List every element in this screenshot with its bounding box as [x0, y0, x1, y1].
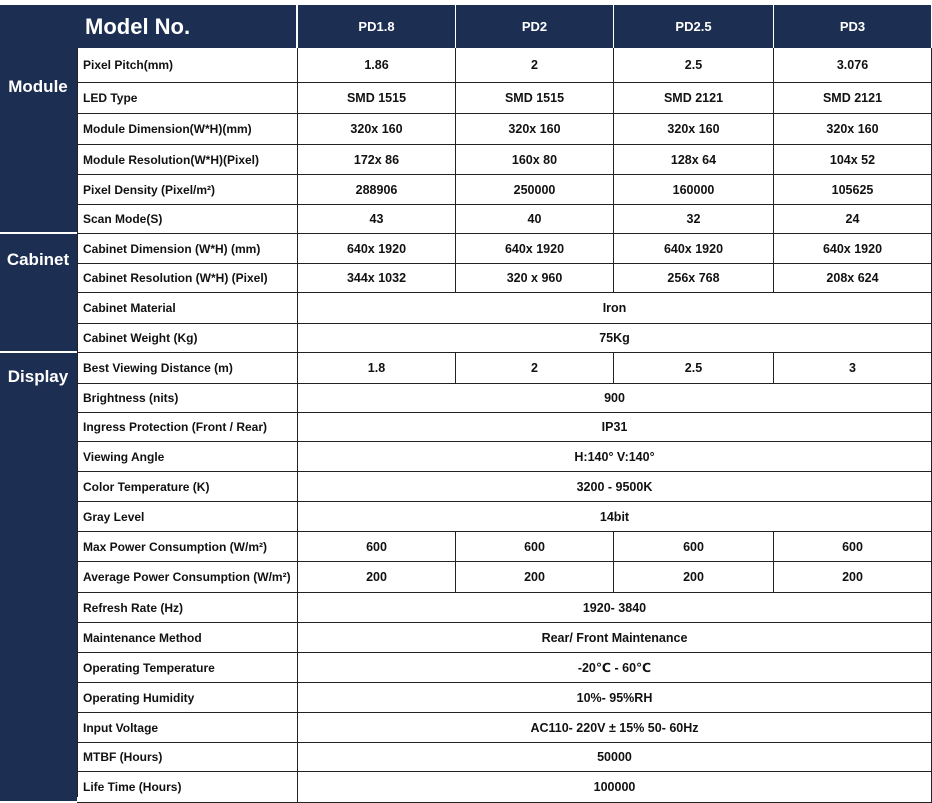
spec-value-merged: 14bit: [298, 502, 932, 532]
spec-label: Refresh Rate (Hz): [77, 593, 298, 623]
spec-value-merged: AC110- 220V ± 15% 50- 60Hz: [298, 713, 932, 743]
spec-label: Max Power Consumption (W/m²): [77, 532, 298, 562]
spec-value-merged: H:140° V:140°: [298, 442, 932, 472]
spec-value: 43: [298, 205, 456, 234]
spec-value: 640x 1920: [774, 234, 932, 264]
spec-label: Pixel Pitch(mm): [77, 48, 298, 83]
spec-value: 160x 80: [456, 145, 614, 175]
spec-value: SMD 1515: [456, 83, 614, 114]
spec-label: MTBF (Hours): [77, 743, 298, 772]
spec-value: 600: [298, 532, 456, 562]
model-column-header: PD3: [774, 5, 932, 48]
spec-value: 250000: [456, 175, 614, 205]
spec-value-merged: IP31: [298, 413, 932, 442]
spec-value: 1.86: [298, 48, 456, 83]
spec-value: 2: [456, 48, 614, 83]
spec-value-merged: 1920- 3840: [298, 593, 932, 623]
spec-label: Operating Temperature: [77, 653, 298, 683]
spec-label: Viewing Angle: [77, 442, 298, 472]
spec-label: Module Resolution(W*H)(Pixel): [77, 145, 298, 175]
spec-value: 24: [774, 205, 932, 234]
spec-label: Cabinet Dimension (W*H) (mm): [77, 234, 298, 264]
spec-value-merged: 3200 - 9500K: [298, 472, 932, 502]
spec-value: 320x 160: [774, 114, 932, 145]
spec-value: 288906: [298, 175, 456, 205]
spec-value-merged: 10%- 95%RH: [298, 683, 932, 713]
spec-value: 320x 160: [456, 114, 614, 145]
spec-value: 172x 86: [298, 145, 456, 175]
spec-label: Module Dimension(W*H)(mm): [77, 114, 298, 145]
spec-value: 640x 1920: [298, 234, 456, 264]
spec-value: 160000: [614, 175, 774, 205]
spec-value: 320x 160: [298, 114, 456, 145]
section-label-cabinet: [0, 234, 77, 351]
spec-value-merged: Iron: [298, 293, 932, 324]
spec-value: 128x 64: [614, 145, 774, 175]
spec-value: 640x 1920: [456, 234, 614, 264]
spec-value: 320x 160: [614, 114, 774, 145]
spec-label: Maintenance Method: [77, 623, 298, 653]
spec-value-merged: Rear/ Front Maintenance: [298, 623, 932, 653]
spec-value-merged: 50000: [298, 743, 932, 772]
spec-label: Brightness (nits): [77, 384, 298, 413]
spec-value: 320 x 960: [456, 264, 614, 293]
model-no-header: Model No.: [77, 5, 297, 48]
spec-value: 344x 1032: [298, 264, 456, 293]
spec-value: 600: [456, 532, 614, 562]
spec-label: Scan Mode(S): [77, 205, 298, 234]
spec-label: Operating Humidity: [77, 683, 298, 713]
spec-value: 104x 52: [774, 145, 932, 175]
section-label-text: Display: [7, 367, 69, 386]
spec-value: 3: [774, 353, 932, 384]
spec-value: 40: [456, 205, 614, 234]
spec-value: 1.8: [298, 353, 456, 384]
section-label-text: Cabinet: [6, 250, 70, 269]
spec-label: Cabinet Weight (Kg): [77, 324, 298, 353]
spec-value: 32: [614, 205, 774, 234]
section-label-text: Module: [8, 77, 68, 96]
spec-value-merged: 900: [298, 384, 932, 413]
spec-value: 600: [774, 532, 932, 562]
spec-value: SMD 2121: [614, 83, 774, 114]
spec-label: Color Temperature (K): [77, 472, 298, 502]
spec-value: 256x 768: [614, 264, 774, 293]
spec-value: SMD 2121: [774, 83, 932, 114]
model-column-header: PD2.5: [614, 5, 774, 48]
spec-value: 2.5: [614, 48, 774, 83]
spec-label: Cabinet Resolution (W*H) (Pixel): [77, 264, 298, 293]
spec-label: Gray Level: [77, 502, 298, 532]
spec-value: 200: [614, 562, 774, 593]
spec-value: 640x 1920: [614, 234, 774, 264]
spec-value: 3.076: [774, 48, 932, 83]
spec-value: 600: [614, 532, 774, 562]
spec-label: Cabinet Material: [77, 293, 298, 324]
spec-value: 105625: [774, 175, 932, 205]
section-label-module: [0, 5, 77, 232]
spec-label: Life Time (Hours): [77, 772, 298, 803]
spec-label: Input Voltage: [77, 713, 298, 743]
spec-label: LED Type: [77, 83, 298, 114]
spec-value: 200: [774, 562, 932, 593]
spec-label: Best Viewing Distance (m): [77, 353, 298, 384]
spec-value: 200: [456, 562, 614, 593]
spec-label: Average Power Consumption (W/m²): [77, 562, 298, 593]
spec-value-merged: 100000: [298, 772, 932, 803]
spec-value: 208x 624: [774, 264, 932, 293]
spec-value: 2.5: [614, 353, 774, 384]
spec-label: Pixel Density (Pixel/m²): [77, 175, 298, 205]
spec-value-merged: -20℃ - 60℃: [298, 653, 932, 683]
spec-value: SMD 1515: [298, 83, 456, 114]
spec-value: 2: [456, 353, 614, 384]
spec-value-merged: 75Kg: [298, 324, 932, 353]
spec-label: Ingress Protection (Front / Rear): [77, 413, 298, 442]
section-label-display: [0, 353, 77, 801]
model-column-header: PD2: [456, 5, 614, 48]
spec-value: 200: [298, 562, 456, 593]
model-column-header: PD1.8: [298, 5, 456, 48]
